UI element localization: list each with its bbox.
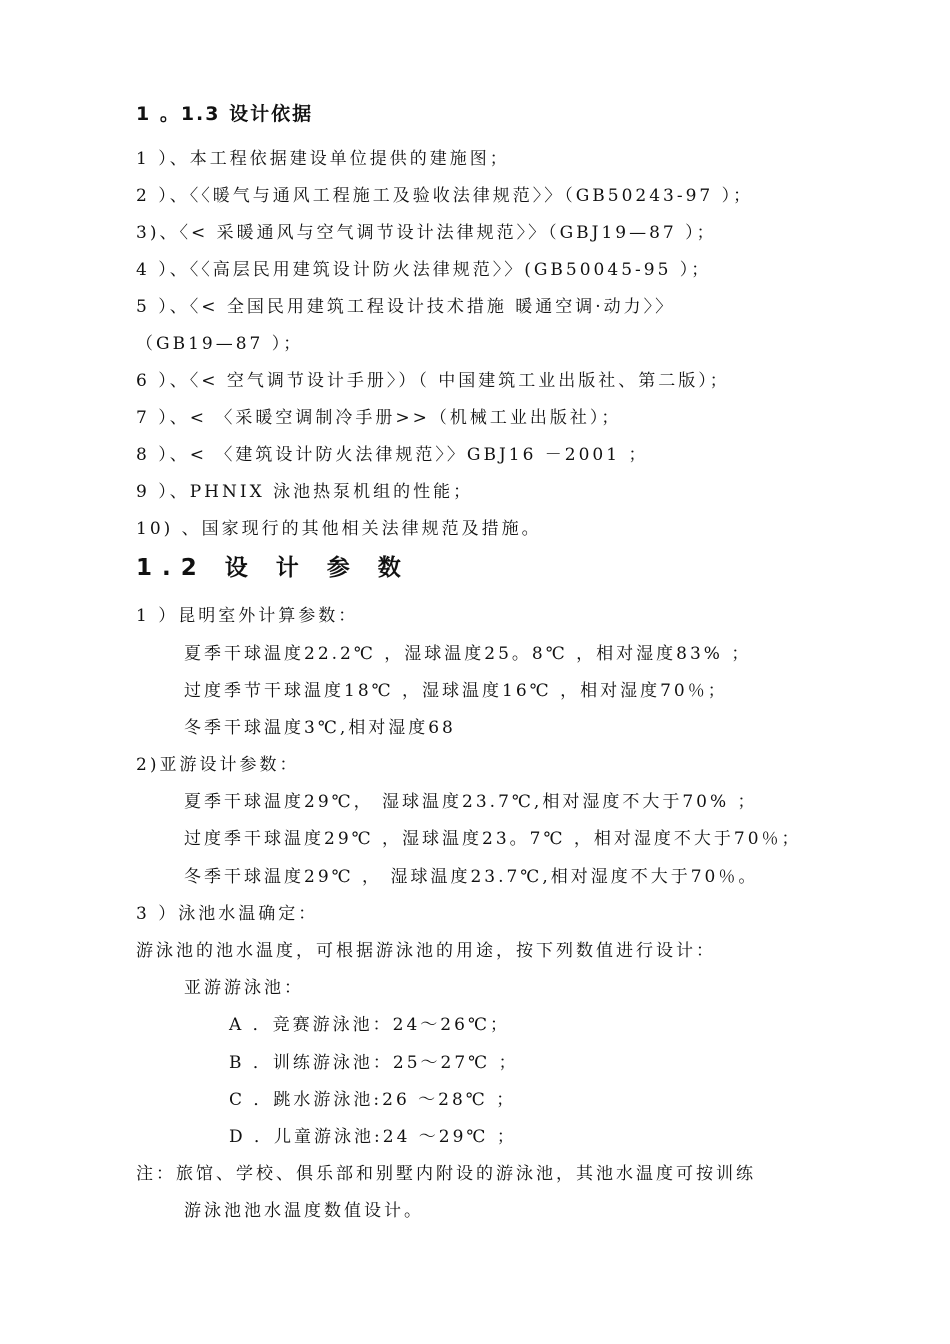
section-heading-design-basis: 1 。1.3 设计依据 <box>136 103 314 125</box>
section-heading-design-parameters: 1.2 设 计 参 数 <box>136 555 411 581</box>
basis-item-6: 6 ）、〈< 空气调节设计手册〉）（ 中国建筑工业出版社、第二版）； <box>136 371 730 391</box>
kunming-transition: 过度季节干球温度18℃ ，湿球温度16℃ ，相对湿度70％； <box>184 681 728 701</box>
pool-item-b: B ．训练游泳池：25～27℃ ； <box>229 1053 519 1073</box>
note-line-1: 注：旅馆、学校、俱乐部和别墅内附设的游泳池，其池水温度可按训练 <box>136 1164 756 1184</box>
basis-item-5: 5 ）、〈< 全国民用建筑工程设计技术措施 暖通空调·动力〉〉 <box>136 297 676 317</box>
pool-item-c: C ．跳水游泳池:26 ～28℃ ； <box>229 1090 517 1110</box>
yayou-title: 2)亚游设计参数： <box>136 755 300 775</box>
kunming-summer: 夏季干球温度22.2℃ ，湿球温度25。8℃ ，相对湿度83% ； <box>184 644 752 664</box>
pool-item-a: A ．竞赛游泳池：24～26℃； <box>229 1015 510 1035</box>
yayou-transition: 过度季干球温度29℃ ，湿球温度23。7℃ ，相对湿度不大于70％； <box>184 829 802 849</box>
yayou-winter: 冬季干球温度29℃ ， 湿球温度23.7℃,相对湿度不大于70％。 <box>184 867 759 887</box>
pool-subtitle: 亚游游泳池： <box>184 978 304 998</box>
kunming-winter: 冬季干球温度3℃,相对湿度68 <box>184 718 456 738</box>
pool-intro: 游泳池的池水温度，可根据游泳池的用途，按下列数值进行设计： <box>136 941 716 961</box>
yayou-summer: 夏季干球温度29℃， 湿球温度23.7℃,相对湿度不大于70% ； <box>184 792 758 812</box>
basis-item-4: 4 ）、〈〈高层民用建筑设计防火法律规范〉〉(GB50045-95 ）； <box>136 260 712 280</box>
basis-item-3: 3)、〈< 采暖通风与空气调节设计法律规范〉〉（GBJ19—87 ）； <box>136 223 717 243</box>
basis-item-8: 8 ）、< 〈建筑设计防火法律规范〉〉GBJ16 －2001 ； <box>136 445 649 465</box>
pool-item-d: D ．儿童游泳池:24 ～29℃ ； <box>229 1127 517 1147</box>
basis-item-7: 7 ）、< 〈采暖空调制冷手册>>（机械工业出版社）； <box>136 408 622 428</box>
basis-item-1: 1 ）、本工程依据建设单位提供的建施图； <box>136 149 510 169</box>
basis-item-10: 10) 、国家现行的其他相关法律规范及措施。 <box>136 519 542 539</box>
basis-item-9: 9 ）、PHNIX 泳池热泵机组的性能； <box>136 482 474 502</box>
note-line-2: 游泳池池水温度数值设计。 <box>184 1201 424 1221</box>
pool-title: 3 ）泳池水温确定： <box>136 904 319 924</box>
basis-item-5-cont: （GB19—87 ）； <box>136 334 304 354</box>
basis-item-2: 2 ）、〈〈暖气与通风工程施工及验收法律规范〉〉（GB50243-97 ）； <box>136 186 754 206</box>
kunming-title: 1 ）昆明室外计算参数： <box>136 606 359 626</box>
